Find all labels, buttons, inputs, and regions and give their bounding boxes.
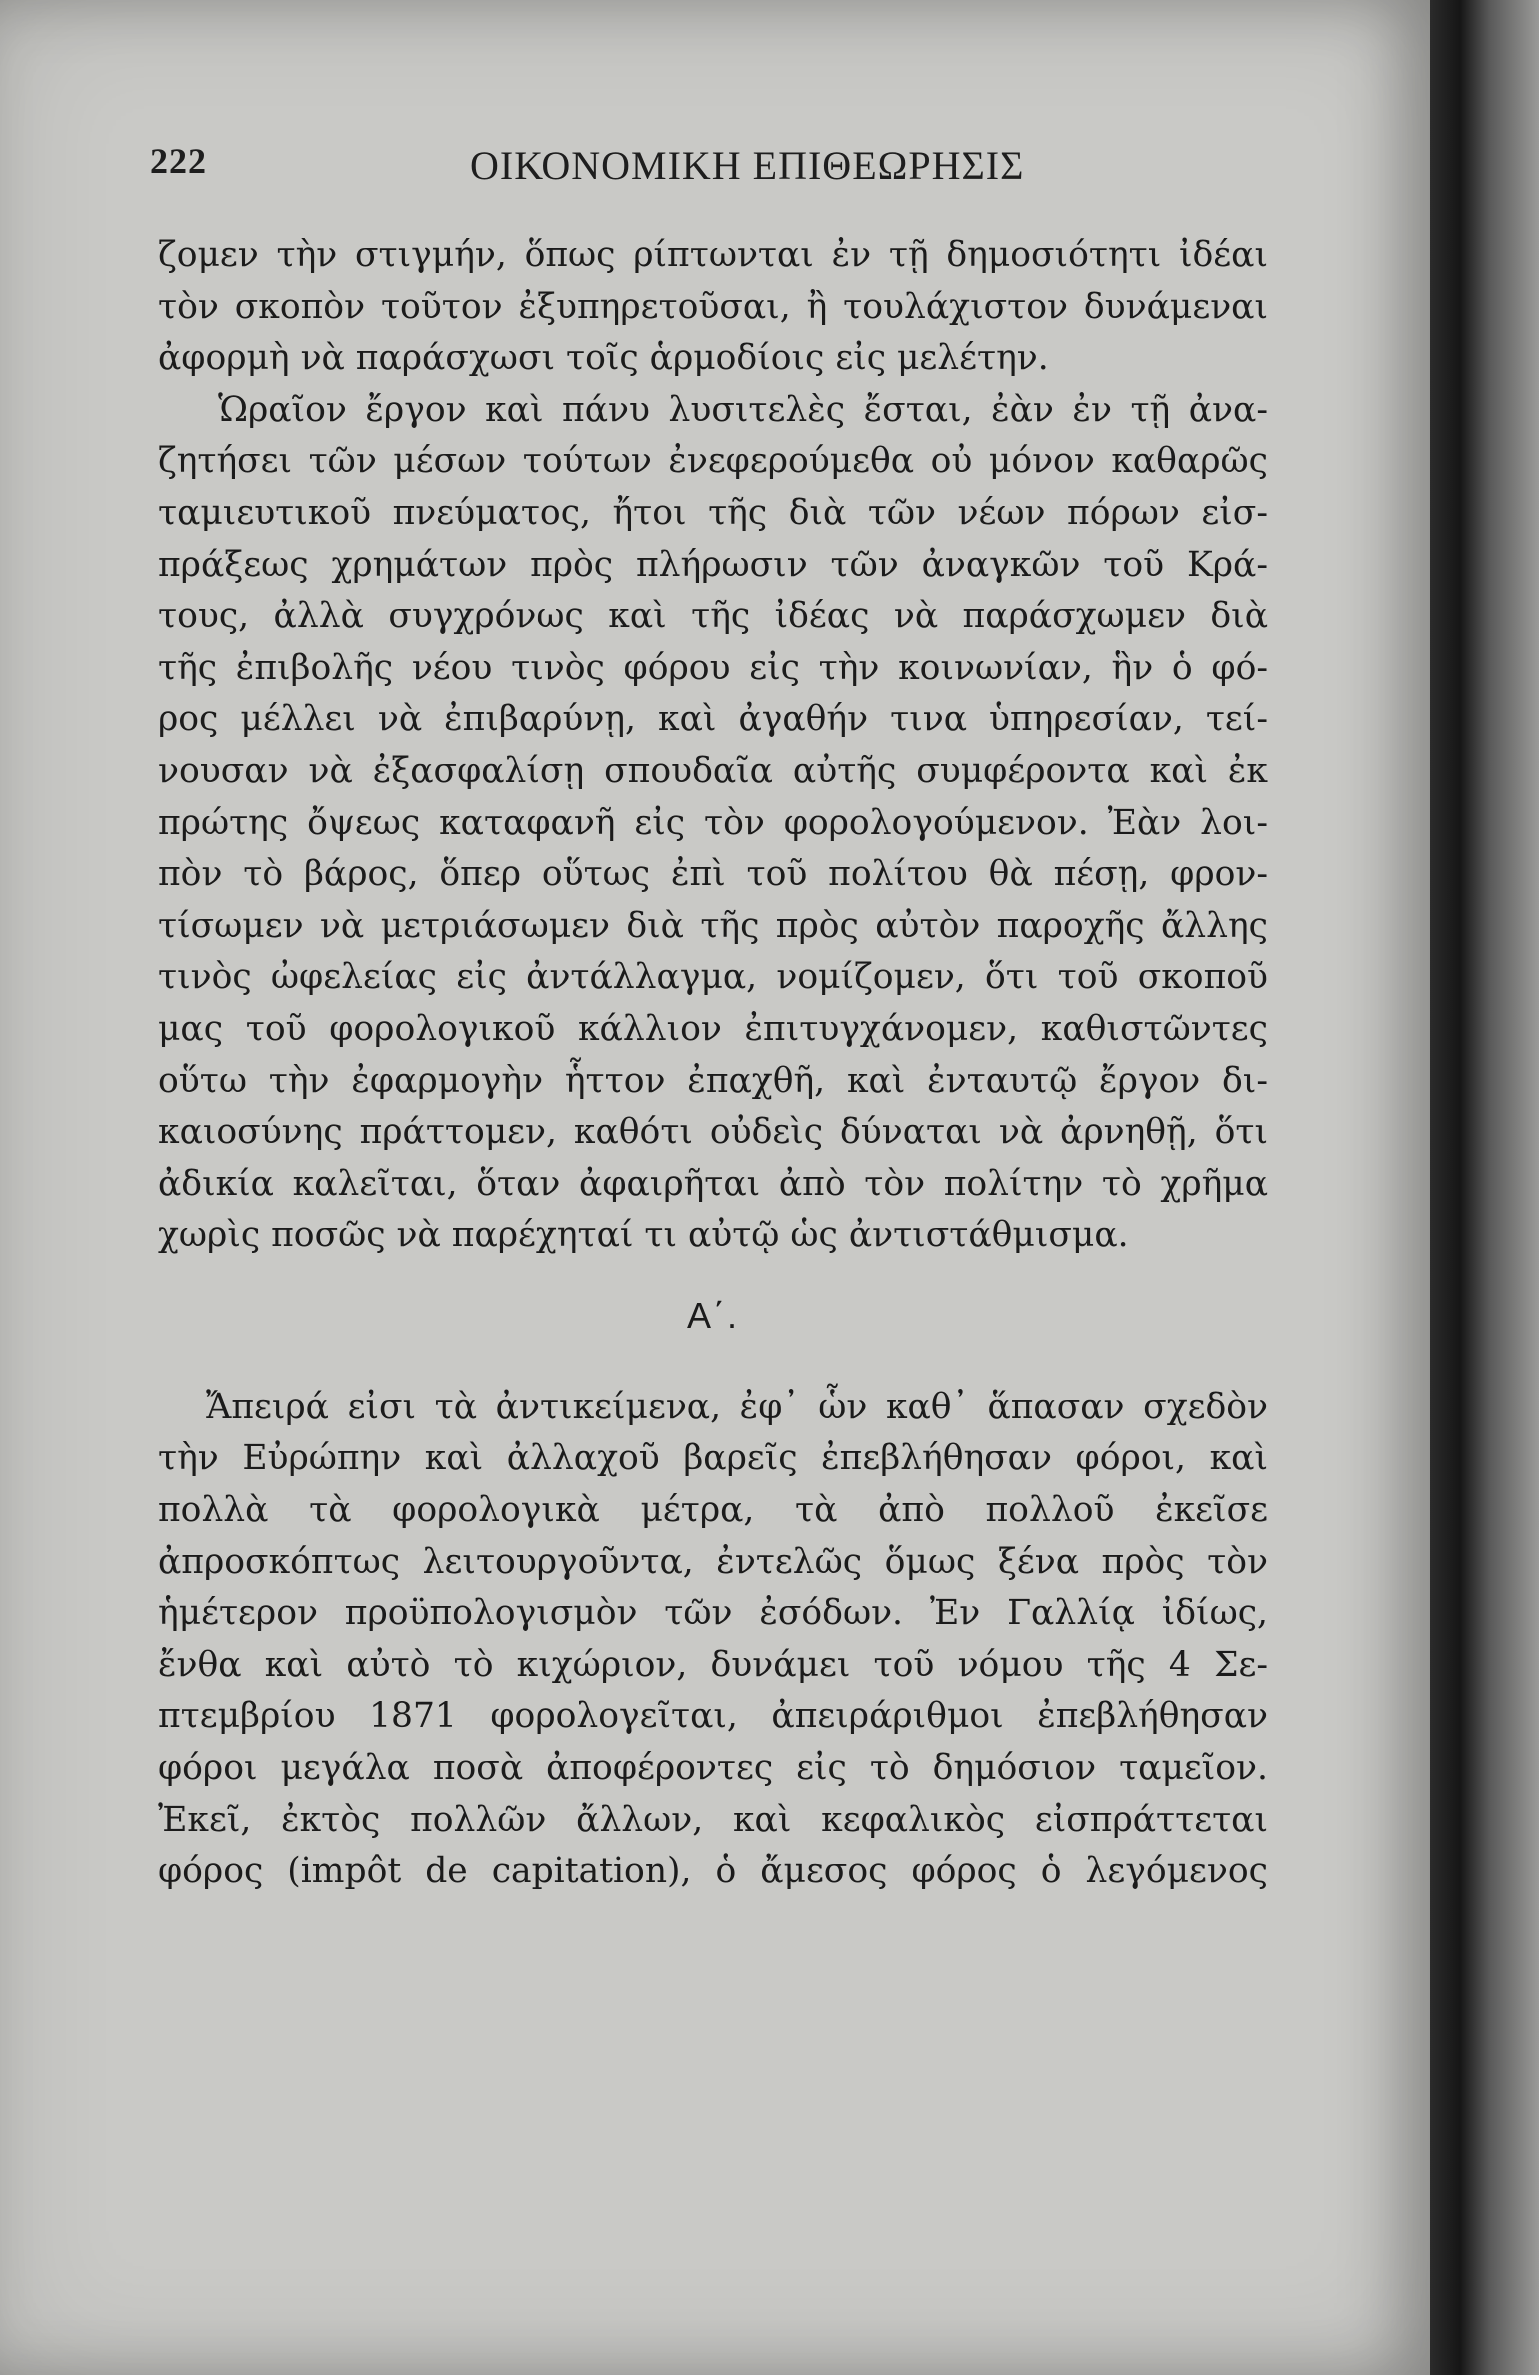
body-text [158,230,1268,1898]
text-line: φόροι μεγάλα ποσὰ ἀποφέροντες εἰς τὸ δημόσιον ταμεῖον. [158,1748,1268,1789]
text-line: ἀφορμὴ νὰ παράσχωσι τοῖς ἁρμοδίοις εἰς μελέτην. [158,338,1049,379]
text-line: τῆς ἐπιβολῆς νέου τινὸς φόρου εἰς τὴν κοινωνίαν, ἣν ὁ φό- [158,647,1268,688]
page-number: 222 [150,141,207,181]
text-line: οὕτω τὴν ἐφαρμογὴν ἧττον ἐπαχθῆ, καὶ ἐνταυτῷ ἔργον δι- [158,1060,1268,1101]
section-heading: Α΄. [686,1294,739,1336]
text-line: μας τοῦ φορολογικοῦ κάλλιον ἐπιτυγχάνομεν, καθιστῶντες [158,1008,1268,1049]
text-line: καιοσύνης πράττομεν, καθότι οὐδεὶς δύναται νὰ ἀρνηθῇ, ὅτι [158,1112,1268,1153]
text-line: πτεμβρίου 1871 φορολογεῖται, ἀπειράριθμοι ἐπεβλήθησαν [158,1696,1268,1737]
text-line: ἀπροσκόπτως λειτουργοῦντα, ἐντελῶς ὅμως ξένα πρὸς τὸν [158,1541,1268,1582]
text-line: πολλὰ τὰ φορολογικὰ μέτρα, τὰ ἀπὸ πολλοῦ ἐκεῖσε [158,1490,1268,1531]
text-line: τους, ἀλλὰ συγχρόνως καὶ τῆς ἰδέας νὰ παράσχωμεν διὰ [158,596,1268,637]
text-line: τὸν σκοπὸν τοῦτον ἐξυπηρετοῦσαι, ἢ τουλάχιστον δυνάμεναι [158,286,1268,327]
text-line: ζητήσει τῶν μέσων τούτων ἐνεφερούμεθα οὐ μόνον καθαρῶς [158,441,1268,482]
text-line: ἔνθα καὶ αὐτὸ τὸ κιχώριον, δυνάμει τοῦ νόμου τῆς 4 Σε- [158,1644,1268,1685]
text-line: Ἄπειρά εἰσι τὰ ἀντικείμενα, ἐφ᾽ ὧν καθ᾽ ἅπασαν σχεδὸν [206,1386,1268,1427]
running-title: ΟΙΚΟΝΟΜΙΚΗ ΕΠΙΘΕΩΡΗΣΙΣ [470,143,1025,188]
text-line: τίσωμεν νὰ μετριάσωμεν διὰ τῆς πρὸς αὐτὸν παροχῆς ἄλλης [158,905,1268,946]
paragraph-3 [158,1382,1268,1898]
paragraph-1 [158,230,1268,385]
book-gutter [1430,0,1539,2375]
text-line: πρώτης ὄψεως καταφανῆ εἰς τὸν φορολογούμενον. Ἐὰν λοι- [158,802,1268,843]
text-line: τινὸς ὠφελείας εἰς ἀντάλλαγμα, νομίζομεν, ὅτι τοῦ σκοποῦ [158,957,1268,998]
text-line: ζομεν τὴν στιγμήν, ὅπως ρίπτωνται ἐν τῇ δημοσιότητι ἰδέαι [158,235,1268,275]
text-line: πράξεως χρημάτων πρὸς πλήρωσιν τῶν ἀναγκῶν τοῦ Κρά- [158,544,1268,585]
text-line: τὴν Εὐρώπην καὶ ἀλλαχοῦ βαρεῖς ἐπεβλήθησαν φόροι, καὶ [158,1438,1268,1479]
text-line: ρος μέλλει νὰ ἐπιβαρύνῃ, καὶ ἀγαθήν τινα ὑπηρεσίαν, τεί- [158,699,1268,740]
text-line: χωρὶς ποσῶς νὰ παρέχηταί τι αὐτῷ ὡς ἀντιστάθμισμα. [158,1215,1129,1256]
page-header [150,140,1150,200]
text-line: φόρος (impôt de capitation), ὁ ἄμεσος φόρος ὁ λεγόμενος [158,1851,1268,1892]
text-line: ἡμέτερον προϋπολογισμὸν τῶν ἐσόδων. Ἐν Γαλλίᾳ ἰδίως, [158,1593,1268,1634]
text-line: Ἐκεῖ, ἐκτὸς πολλῶν ἄλλων, καὶ κεφαλικὸς εἰσπράττεται [158,1799,1268,1840]
paragraph-2 [158,385,1268,1262]
text-line: Ὡραῖον ἔργον καὶ πάνυ λυσιτελὲς ἔσται, ἐὰν ἐν τῇ ἀνα- [218,389,1268,430]
text-line: ἀδικία καλεῖται, ὅταν ἀφαιρῆται ἀπὸ τὸν πολίτην τὸ χρῆμα [158,1163,1268,1204]
text-line: ταμιευτικοῦ πνεύματος, ἤτοι τῆς διὰ τῶν νέων πόρων εἰσ- [158,492,1268,533]
text-line: πὸν τὸ βάρος, ὅπερ οὕτως ἐπὶ τοῦ πολίτου θὰ πέσῃ, φρον- [158,854,1268,895]
text-line: νουσαν νὰ ἐξασφαλίσῃ σπουδαῖα αὐτῆς συμφέροντα καὶ ἐκ [158,750,1268,791]
